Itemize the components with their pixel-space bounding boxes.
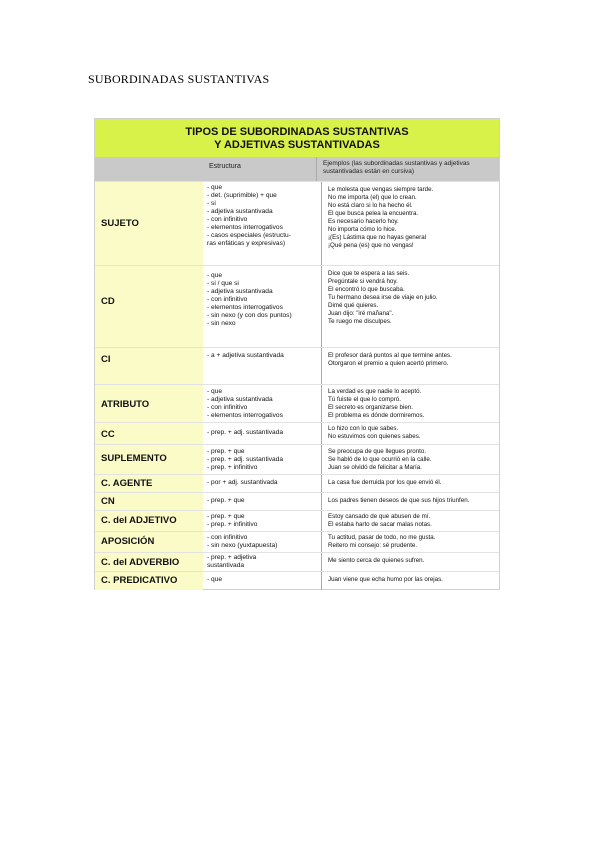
example-line: ¡Qué pena (es) que no vengas! bbox=[328, 242, 414, 249]
row-label-cell bbox=[95, 266, 203, 348]
row-structure bbox=[207, 429, 315, 437]
row-label: C. del ADVERBIO bbox=[101, 557, 180, 568]
structure-line: - sin nexo (y con dos puntos) bbox=[207, 312, 292, 319]
example-line: No importa cómo lo hice. bbox=[328, 226, 397, 233]
example-line: Tú fuiste el que lo compró. bbox=[328, 396, 401, 403]
row-label: CC bbox=[101, 429, 115, 440]
example-line: Le molesta que vengas siempre tarde. bbox=[328, 186, 434, 193]
row-label-cell bbox=[95, 475, 203, 493]
structure-line: - prep. + adjetiva bbox=[207, 554, 257, 561]
structure-line: - elementos interrogativos bbox=[207, 412, 283, 419]
structure-line: - sin nexo (yuxtapuesta) bbox=[207, 542, 278, 549]
table-row bbox=[95, 422, 499, 445]
table-title-band bbox=[95, 119, 499, 157]
row-label-cell bbox=[95, 532, 203, 553]
example-line: No me importa (el) que lo crean. bbox=[328, 194, 417, 201]
example-line: Se preocupa de que llegues pronto. bbox=[328, 448, 427, 455]
row-structure bbox=[207, 576, 315, 584]
row-label-cell bbox=[95, 182, 203, 266]
row-structure bbox=[207, 448, 315, 472]
document-heading: SUBORDINADAS SUSTANTIVAS bbox=[88, 72, 270, 86]
row-structure bbox=[207, 184, 315, 248]
structure-line: - elementos interrogativos bbox=[207, 224, 283, 231]
example-line: Estoy cansado de que abusen de mí. bbox=[328, 513, 431, 520]
structure-line: - prep. + que bbox=[207, 448, 245, 455]
table-row bbox=[95, 265, 499, 348]
row-label: CD bbox=[101, 296, 115, 307]
table-row bbox=[95, 181, 499, 266]
row-label: C. del ADJETIVO bbox=[101, 515, 177, 526]
structure-line: - elementos interrogativos bbox=[207, 304, 283, 311]
example-line: El encontró lo que buscaba. bbox=[328, 286, 405, 293]
structure-line: - con infinitivo bbox=[207, 404, 248, 411]
row-label-cell bbox=[95, 511, 203, 532]
row-examples bbox=[321, 553, 498, 572]
row-label: C. PREDICATIVO bbox=[101, 575, 178, 586]
example-line: La verdad es que nadie lo aceptó. bbox=[328, 388, 422, 395]
structure-line: - prep. + que bbox=[207, 513, 245, 520]
header-blank-cell bbox=[95, 157, 203, 181]
row-examples bbox=[321, 348, 498, 385]
structure-line: - prep. + infinitivo bbox=[207, 464, 258, 471]
example-line: Reitero mi consejo: sé prudente. bbox=[328, 542, 418, 549]
structure-line: - si / que si bbox=[207, 280, 239, 287]
example-line: Me siento cerca de quienes sufren. bbox=[328, 557, 425, 564]
row-structure bbox=[207, 534, 315, 550]
table-row bbox=[95, 571, 499, 590]
example-line: Lo hizo con lo que sabes. bbox=[328, 425, 399, 432]
example-line: Otorgaron el premio a quien acertó primero. bbox=[328, 360, 449, 367]
row-label-cell bbox=[95, 348, 203, 385]
row-label: CI bbox=[101, 354, 111, 365]
table-row bbox=[95, 510, 499, 532]
example-line: Pregúntale si vendrá hoy. bbox=[328, 278, 398, 285]
table-row bbox=[95, 384, 499, 423]
structure-line: - que bbox=[207, 184, 223, 191]
table-row bbox=[95, 492, 499, 511]
example-line: Dimé qué quieres. bbox=[328, 302, 379, 309]
example-line: Tu hermano desea irse de viaje en julio. bbox=[328, 294, 438, 301]
example-line: Juan viene que echa humo por las orejas. bbox=[328, 576, 443, 583]
row-structure bbox=[207, 479, 315, 487]
example-line: No está claro si lo ha hecho él. bbox=[328, 202, 413, 209]
example-line: Es necesario hacerlo hoy. bbox=[328, 218, 399, 225]
example-line: Tu actitud, pasar de todo, no me gusta. bbox=[328, 534, 436, 541]
example-line: La casa fue derruida por los que envió él. bbox=[328, 479, 442, 486]
structure-line: - a + adjetiva sustantivada bbox=[207, 352, 284, 359]
example-line: Te ruego me disculpes. bbox=[328, 318, 392, 325]
row-label: ATRIBUTO bbox=[101, 399, 150, 410]
row-examples bbox=[321, 511, 498, 532]
row-label: SUJETO bbox=[101, 218, 139, 229]
row-examples bbox=[321, 423, 498, 445]
row-label-cell bbox=[95, 493, 203, 511]
table-row bbox=[95, 531, 499, 553]
structure-line: ras enfáticas y expresivas) bbox=[207, 240, 286, 247]
row-examples bbox=[321, 475, 498, 493]
row-examples bbox=[321, 182, 498, 266]
structure-line: - prep. + adj. sustantivada bbox=[207, 456, 284, 463]
row-label-cell bbox=[95, 423, 203, 445]
row-examples bbox=[321, 493, 498, 511]
structure-line: - adjetiva sustantivada bbox=[207, 208, 273, 215]
structure-line: sustantivada bbox=[207, 562, 245, 569]
row-examples bbox=[321, 572, 498, 590]
structure-line: - adjetiva sustantivada bbox=[207, 396, 273, 403]
structure-line: - con infinitivo bbox=[207, 534, 248, 541]
structure-line: - que bbox=[207, 576, 223, 583]
example-line: El profesor dará puntos al que termine antes. bbox=[328, 352, 452, 359]
row-label: CN bbox=[101, 496, 115, 507]
example-line: Dice que te espera a las seis. bbox=[328, 270, 410, 277]
row-structure bbox=[207, 388, 315, 420]
structure-line: - adjetiva sustantivada bbox=[207, 288, 273, 295]
row-label-cell bbox=[95, 553, 203, 572]
table-title-line-2: Y ADJETIVAS SUSTANTIVADAS bbox=[214, 139, 380, 151]
row-structure bbox=[207, 554, 315, 570]
example-line: El que busca pelea la encuentra. bbox=[328, 210, 419, 217]
table-row bbox=[95, 347, 499, 385]
structure-line: - casos especiales (estructu- bbox=[207, 232, 291, 239]
example-line: El problema es dónde dormiremos. bbox=[328, 412, 425, 419]
structure-line: - con infinitivo bbox=[207, 296, 248, 303]
structure-line: - con infinitivo bbox=[207, 216, 248, 223]
row-structure bbox=[207, 352, 315, 360]
structure-line: - por + adj. sustantivada bbox=[207, 479, 278, 486]
structure-line: - prep. + que bbox=[207, 497, 245, 504]
structure-line: - prep. + adj. sustantivada bbox=[207, 429, 284, 436]
header-structure: Estructura bbox=[203, 157, 316, 181]
structure-line: - que bbox=[207, 388, 223, 395]
header-examples: Ejemplos (las subordinadas sustantivas y adjetivas sustantivadas están en cursiva) bbox=[316, 157, 499, 181]
row-examples bbox=[321, 385, 498, 423]
example-line: Él estaba harto de sacar malas notas. bbox=[328, 521, 432, 528]
example-line: Se habló de lo que ocurrió en la calle. bbox=[328, 456, 432, 463]
structure-line: - si bbox=[207, 200, 216, 207]
structure-line: - det. (suprimible) + que bbox=[207, 192, 277, 199]
example-line: Juan dijo: "iré mañana". bbox=[328, 310, 394, 317]
table-row bbox=[95, 552, 499, 572]
row-label: APOSICIÓN bbox=[101, 536, 155, 547]
table-title-line-1: TIPOS DE SUBORDINADAS SUSTANTIVAS bbox=[185, 126, 409, 138]
table-row bbox=[95, 474, 499, 493]
structure-line: - que bbox=[207, 272, 223, 279]
structure-line: - prep. + infinitivo bbox=[207, 521, 258, 528]
structure-line: - sin nexo bbox=[207, 320, 236, 327]
row-label-cell bbox=[95, 445, 203, 475]
row-examples bbox=[321, 445, 498, 475]
example-line: Juan se olvidó de felicitar a María. bbox=[328, 464, 422, 471]
row-label-cell bbox=[95, 572, 203, 590]
row-structure bbox=[207, 513, 315, 529]
row-label: C. AGENTE bbox=[101, 478, 153, 489]
example-line: El secreto es organizarse bien. bbox=[328, 404, 413, 411]
table-row bbox=[95, 444, 499, 475]
row-examples bbox=[321, 532, 498, 553]
example-line: ¡(Es) Lástima que no hayas general bbox=[328, 234, 427, 241]
row-examples bbox=[321, 266, 498, 348]
row-structure bbox=[207, 272, 315, 328]
subordinate-clauses-table bbox=[94, 118, 500, 590]
row-structure bbox=[207, 497, 315, 505]
example-line: Los padres tienen deseos de que sus hijos triunfen. bbox=[328, 497, 470, 504]
row-label-cell bbox=[95, 385, 203, 423]
example-line: No estuvimos con quienes sabes. bbox=[328, 433, 421, 440]
row-label: SUPLEMENTO bbox=[101, 453, 167, 464]
